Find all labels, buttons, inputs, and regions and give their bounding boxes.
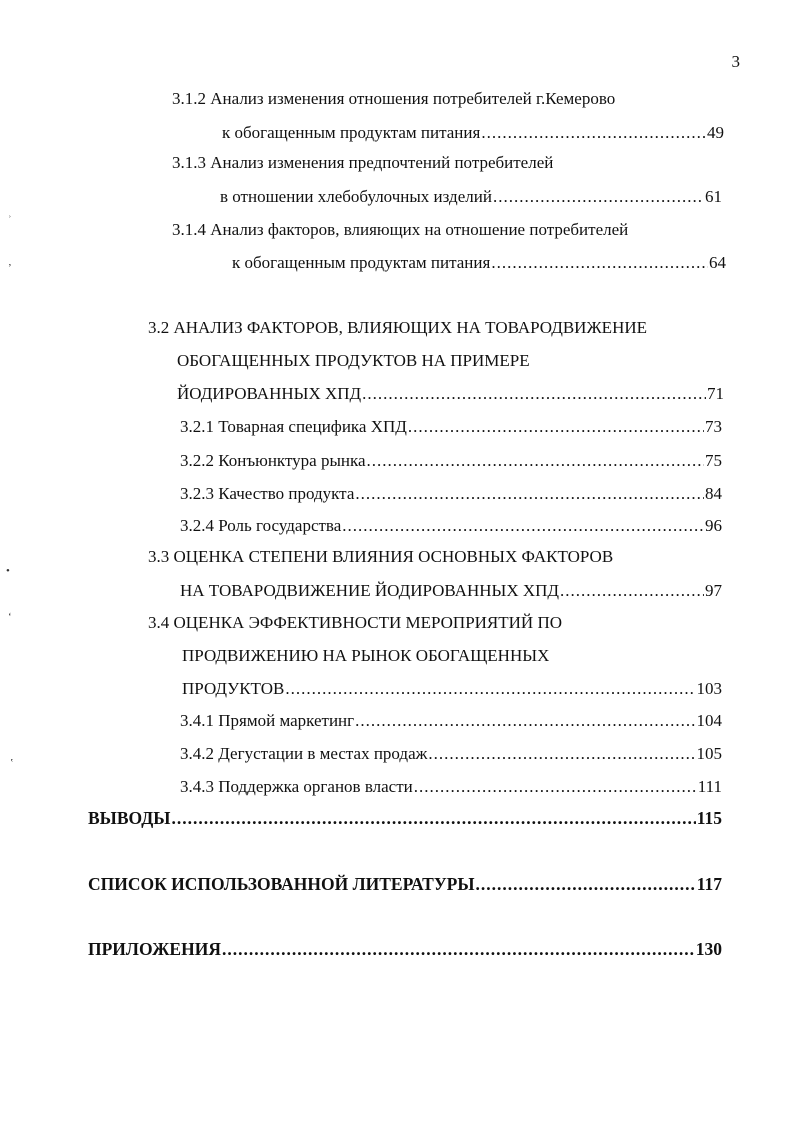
page-number: 3 bbox=[731, 52, 740, 71]
leader-dots bbox=[172, 807, 696, 829]
toc-3-4-2-page: 105 bbox=[696, 744, 722, 763]
toc-3-1-3-line1: 3.1.3 Анализ изменения предпочтений потребителей bbox=[172, 153, 554, 172]
toc-3-2-1-title: 3.2.1 Товарная специфика ХПД bbox=[180, 417, 407, 436]
scan-speck: • bbox=[6, 565, 10, 577]
scan-speck: ʽ bbox=[10, 757, 14, 769]
leader-dots bbox=[222, 938, 695, 960]
toc-3-3-line2: НА ТОВАРОДВИЖЕНИЕ ЙОДИРОВАННЫХ ХПД bbox=[180, 581, 560, 600]
toc-3-2-2-page: 75 bbox=[705, 451, 722, 470]
toc-3-2-3-title: 3.2.3 Качество продукта bbox=[180, 484, 355, 503]
toc-entry-conclusions[interactable] bbox=[88, 807, 722, 829]
toc-entry-3-2-4[interactable] bbox=[180, 515, 722, 537]
toc-3-1-4-page: 64 bbox=[709, 253, 726, 272]
toc-3-2-3-page: 84 bbox=[705, 484, 722, 503]
toc-references-title: СПИСОК ИСПОЛЬЗОВАННОЙ ЛИТЕРАТУРЫ bbox=[88, 874, 475, 894]
leader-dots bbox=[362, 383, 706, 405]
leader-dots bbox=[476, 873, 696, 895]
leader-dots bbox=[414, 776, 697, 798]
toc-3-1-4-line1: 3.1.4 Анализ факторов, влияющих на отношение потребителей bbox=[172, 220, 629, 239]
toc-3-3-line1: 3.3 ОЦЕНКА СТЕПЕНИ ВЛИЯНИЯ ОСНОВНЫХ ФАКТОРОВ bbox=[148, 547, 614, 566]
scan-speck: ʾ bbox=[8, 214, 12, 226]
toc-entry-3-2[interactable] bbox=[177, 383, 724, 405]
toc-3-4-1-page: 104 bbox=[696, 711, 722, 730]
leader-dots bbox=[367, 450, 704, 472]
toc-entry-3-1-2[interactable] bbox=[222, 122, 724, 144]
toc-entry-3-4-3[interactable] bbox=[180, 776, 722, 798]
toc-3-2-4-page: 96 bbox=[705, 516, 722, 535]
toc-3-1-2-line2: к обогащенным продуктам питания bbox=[222, 123, 481, 142]
toc-conclusions-title: ВЫВОДЫ bbox=[88, 808, 171, 828]
toc-3-2-page: 71 bbox=[707, 384, 724, 403]
toc-entry-3-2-1[interactable] bbox=[180, 416, 722, 438]
scan-speck: ʼ bbox=[8, 262, 12, 274]
toc-entry-3-1-4[interactable] bbox=[232, 252, 726, 274]
toc-3-2-1-page: 73 bbox=[705, 417, 722, 436]
leader-dots bbox=[481, 122, 706, 144]
toc-entry-3-4-1[interactable] bbox=[180, 710, 722, 732]
toc-3-2-4-title: 3.2.4 Роль государства bbox=[180, 516, 342, 535]
leader-dots bbox=[428, 743, 695, 765]
leader-dots bbox=[493, 186, 704, 208]
scan-speck: ʻ bbox=[8, 611, 12, 623]
leader-dots bbox=[342, 515, 704, 537]
toc-entry-3-4[interactable] bbox=[182, 678, 722, 700]
toc-entry-appendices[interactable] bbox=[88, 938, 722, 960]
leader-dots bbox=[560, 580, 704, 602]
leader-dots bbox=[355, 710, 695, 732]
toc-entry-references[interactable] bbox=[88, 873, 722, 895]
toc-appendices-title: ПРИЛОЖЕНИЯ bbox=[88, 939, 221, 959]
toc-entry-3-1-3[interactable] bbox=[220, 186, 722, 208]
toc-3-4-2-title: 3.4.2 Дегустации в местах продаж bbox=[180, 744, 428, 763]
toc-3-2-2-title: 3.2.2 Конъюнктура рынка bbox=[180, 451, 366, 470]
leader-dots bbox=[408, 416, 704, 438]
toc-3-4-page: 103 bbox=[696, 679, 722, 698]
toc-conclusions-page: 115 bbox=[696, 808, 722, 828]
toc-entry-3-2-2[interactable] bbox=[180, 450, 722, 472]
toc-3-1-3-page: 61 bbox=[705, 187, 722, 206]
toc-entry-3-2-3[interactable] bbox=[180, 483, 722, 505]
toc-3-4-1-title: 3.4.1 Прямой маркетинг bbox=[180, 711, 355, 730]
toc-3-4-line3: ПРОДУКТОВ bbox=[182, 679, 285, 698]
leader-dots bbox=[491, 252, 708, 274]
toc-appendices-page: 130 bbox=[695, 939, 722, 959]
leader-dots bbox=[285, 678, 695, 700]
toc-3-1-2-page: 49 bbox=[707, 123, 724, 142]
toc-3-4-line2: ПРОДВИЖЕНИЮ НА РЫНОК ОБОГАЩЕННЫХ bbox=[182, 646, 550, 665]
toc-3-4-line1: 3.4 ОЦЕНКА ЭФФЕКТИВНОСТИ МЕРОПРИЯТИЙ ПО bbox=[148, 613, 563, 632]
toc-3-2-line1: 3.2 АНАЛИЗ ФАКТОРОВ, ВЛИЯЮЩИХ НА ТОВАРОДВИЖЕНИЕ bbox=[148, 318, 648, 337]
toc-entry-3-3[interactable] bbox=[180, 580, 722, 602]
toc-references-page: 117 bbox=[696, 874, 722, 894]
toc-3-4-3-title: 3.4.3 Поддержка органов власти bbox=[180, 777, 413, 796]
toc-entry-3-4-2[interactable] bbox=[180, 743, 722, 765]
toc-3-2-line3: ЙОДИРОВАННЫХ ХПД bbox=[177, 384, 362, 403]
toc-3-2-line2: ОБОГАЩЕННЫХ ПРОДУКТОВ НА ПРИМЕРЕ bbox=[177, 351, 530, 370]
toc-3-1-4-line2: к обогащенным продуктам питания bbox=[232, 253, 491, 272]
leader-dots bbox=[355, 483, 704, 505]
toc-3-3-page: 97 bbox=[705, 581, 722, 600]
toc-3-4-3-page: 111 bbox=[697, 777, 722, 796]
toc-3-1-2-line1: 3.1.2 Анализ изменения отношения потребителей г.Кемерово bbox=[172, 89, 616, 108]
toc-3-1-3-line2: в отношении хлебобулочных изделий bbox=[220, 187, 492, 206]
